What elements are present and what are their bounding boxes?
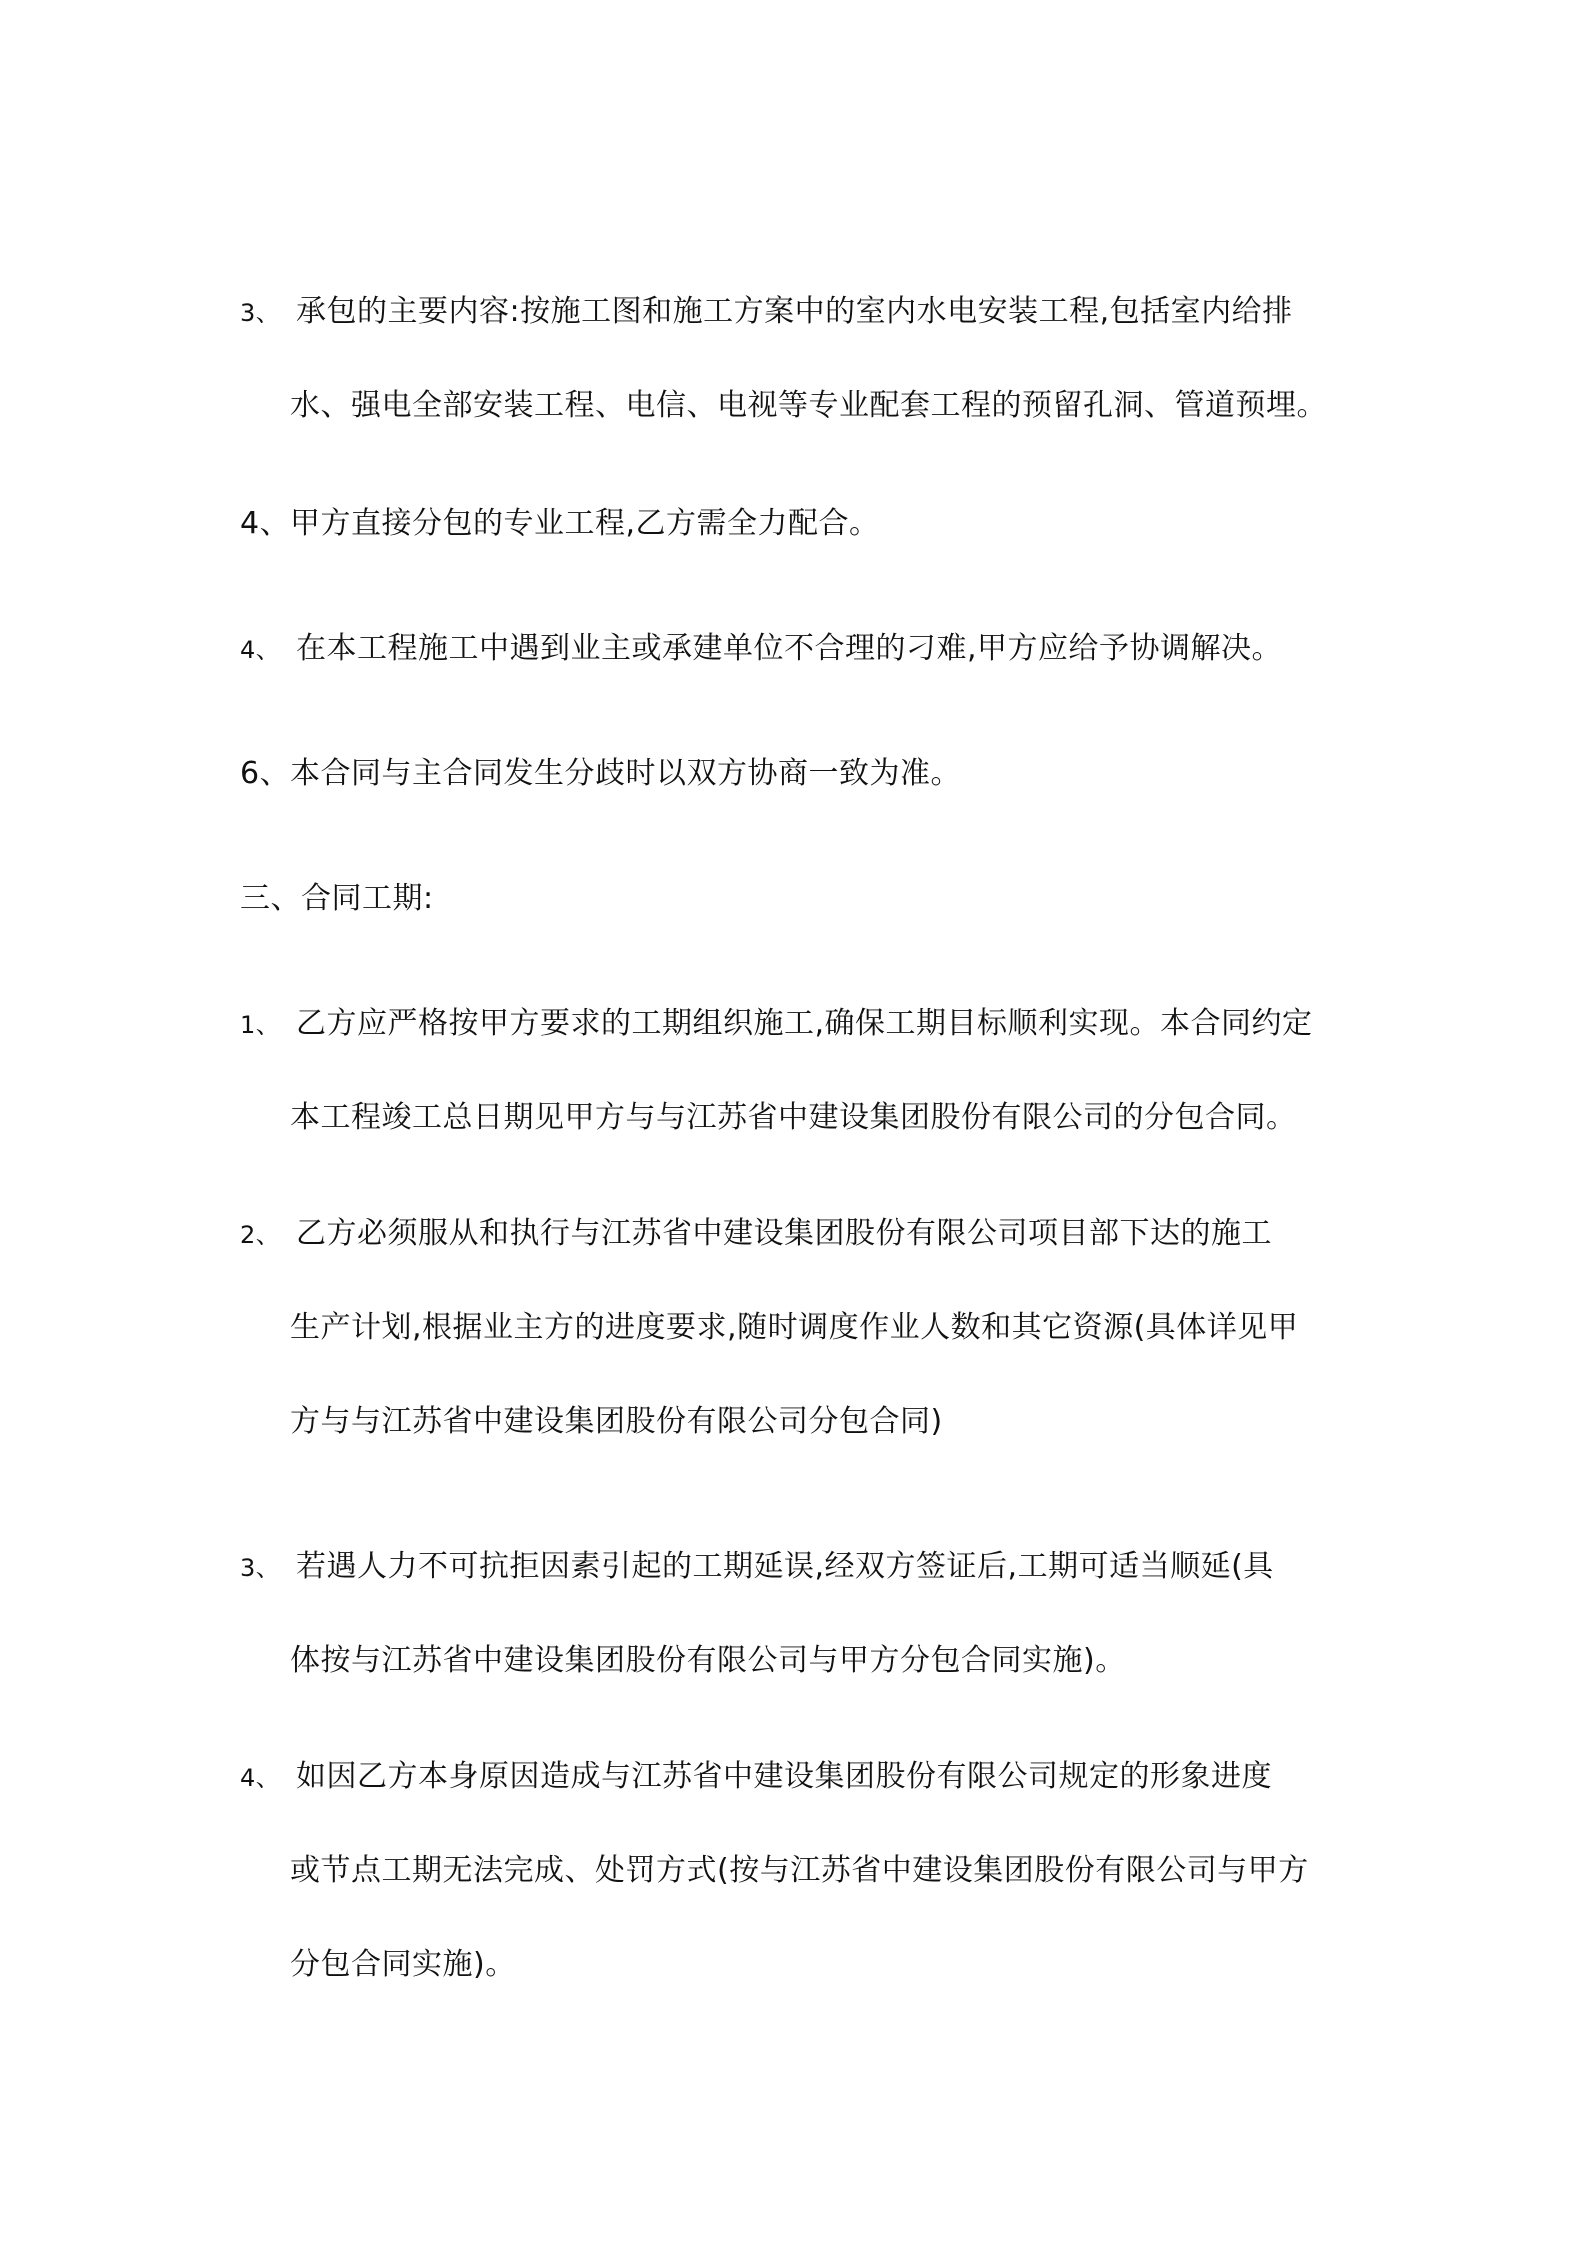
clause-3 [240, 265, 1360, 453]
clause-text-line: 乙方必须服从和执行与江苏省中建设集团股份有限公司项目部下达的施工 [296, 1216, 1272, 1251]
clause-text-line: 分包合同实施)。 [290, 1947, 516, 1982]
clause-text-line: 水、强电全部安装工程、电信、电视等专业配套工程的预留孔洞、管道预埋。 [290, 388, 1327, 423]
clause-number: 2、 [240, 1221, 281, 1249]
clause-number: 4、 [240, 506, 291, 541]
schedule-clause-2 [240, 1187, 1360, 1469]
clause-6 [240, 727, 1360, 821]
clause-text-line: 若遇人力不可抗拒因素引起的工期延误,经双方签证后,工期可适当顺延(具 [296, 1549, 1274, 1584]
schedule-clause-3 [240, 1520, 1360, 1708]
clause-text-line: 体按与江苏省中建设集团股份有限公司与甲方分包合同实施)。 [290, 1643, 1126, 1678]
schedule-clause-1 [240, 977, 1360, 1165]
clause-4b [240, 602, 1360, 696]
clause-number: 4、 [240, 1764, 281, 1792]
clause-text-line: 或节点工期无法完成、处罚方式(按与江苏省中建设集团股份有限公司与甲方 [290, 1853, 1309, 1888]
clause-number: 4、 [240, 636, 281, 664]
clause-text-line: 甲方直接分包的专业工程,乙方需全力配合。 [290, 506, 880, 541]
clause-text-line: 承包的主要内容:按施工图和施工方案中的室内水电安装工程,包括室内给排 [296, 294, 1293, 329]
clause-text-line: 乙方应严格按甲方要求的工期组织施工,确保工期目标顺利实现。本合同约定 [296, 1006, 1313, 1041]
clause-text-line: 在本工程施工中遇到业主或承建单位不合理的刁难,甲方应给予协调解决。 [296, 631, 1283, 666]
clause-text-line: 本工程竣工总日期见甲方与与江苏省中建设集团股份有限公司的分包合同。 [290, 1100, 1297, 1135]
schedule-clause-4 [240, 1730, 1360, 2012]
clause-number: 3、 [240, 1554, 281, 1582]
clause-text-line: 方与与江苏省中建设集团股份有限公司分包合同) [290, 1404, 943, 1439]
clause-4a [240, 477, 1360, 571]
clause-number: 3、 [240, 299, 281, 327]
clause-text-line: 生产计划,根据业主方的进度要求,随时调度作业人数和其它资源(具体详见甲 [290, 1310, 1299, 1345]
clause-number: 1、 [240, 1011, 281, 1039]
clause-text-line: 如因乙方本身原因造成与江苏省中建设集团股份有限公司规定的形象进度 [296, 1759, 1272, 1794]
clause-text-line: 本合同与主合同发生分歧时以双方协商一致为准。 [290, 756, 961, 791]
section-heading: 三、合同工期: [240, 881, 434, 916]
clause-number: 6、 [240, 756, 291, 791]
